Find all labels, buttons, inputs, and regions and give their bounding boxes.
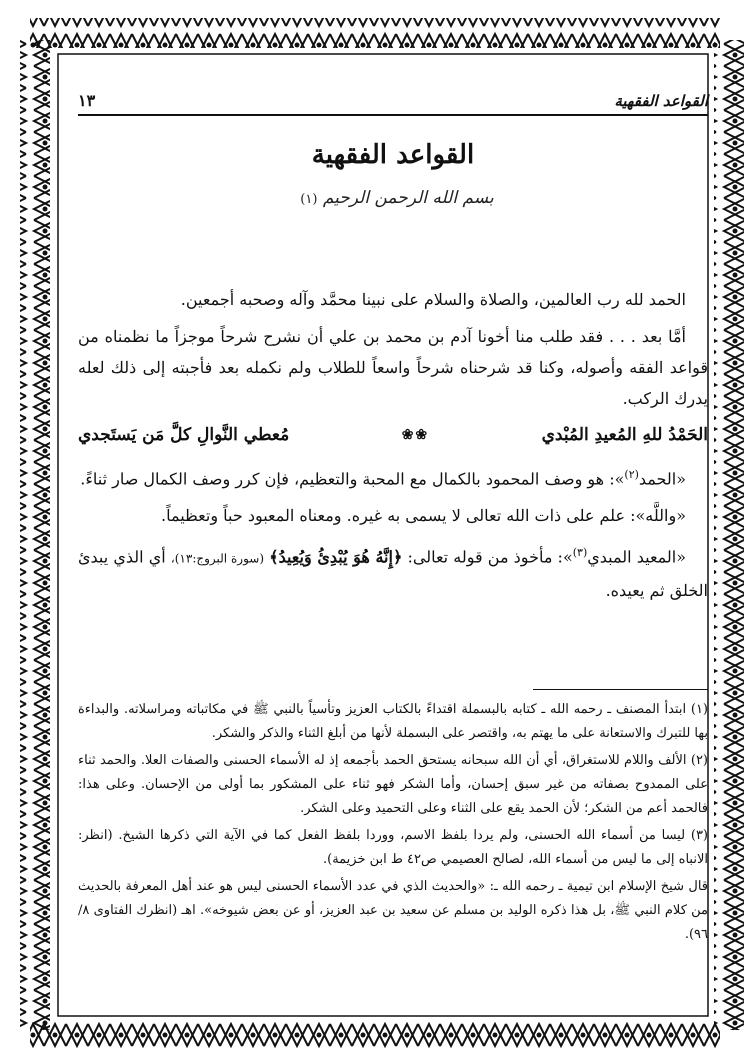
footnotes [78,698,708,950]
surah-citation: (سورة البروج:١٣)، [170,551,265,566]
paragraph-intro: أمَّا بعد . . . فقد طلب منا أخونا آدم بن محمد بن علي أن نشرح شرحاً موجزاً ما نظمناه من قواعد الفقه وأصوله، وكنا قد شرحناه شرحاً واسعاً للطلاب ولم نكمله بعد فأجبته إلى ذلك لعله يدرك الركب. [78,327,708,408]
footnote-ref-2: (٢) [624,468,639,481]
term-alhamd: «الحمد [638,469,686,489]
footnote-3-continued: قال شيخ الإسلام ابن تيمية ـ رحمه الله ـ: «والحديث الذي في عدد الأسماء الحسنى ليس هو عند أهل المعرفة بالحديث من كلام النبي ﷺ، بل هذا ذكره الوليد بن مسلم عن سعيد بن عبد العزيز، أو عن بعض شيوخه». اهـ (انظرك الفتاوى ٨/ ٩٦). [78,879,708,942]
verse-second-hemistich: مُعطي النَّوالِ كلَّ مَن يَستَجدي [78,425,290,445]
paragraph-alhamd [78,459,708,494]
verse-separator-icon: ❀❀ [401,427,430,443]
footnote-ref-3: (٣) [572,546,588,560]
body-text [78,284,708,612]
footnote-3: (٣) ليسا من أسماء الله الحسنى، ولم يردا بلفظ الاسم، ووردا بلفظ الفعل كما في الآية التي ذكرها الشيخ. (انظر: الانباه إلى ما ليس من أسماء الله، لصالح العصيمي ص٤٢ ط ابن خزيمة). [78,828,708,867]
quran-verse: ﴿إِنَّهُ هُوَ يُبْدِئُ وَيُعِيدُ﴾ [269,547,403,567]
paragraph-allah: «واللَّه»: علم على ذات الله تعالى لا يسمى به غيره. ومعناه المعبود حباً وتعظيماً. [161,506,686,526]
poem-verse [78,420,708,451]
header-title: القواعد الفقهية [614,92,708,110]
term-muid: «المعيد المبدي [587,547,687,567]
page-number: ١٣ [78,91,96,110]
muid-meaning: أي الذي يبدئ الخلق ثم يعيده. [78,547,708,600]
paragraph-praise: الحمد لله رب العالمين، والصلاة والسلام على نبينا محمَّد وآله وصحبه أجمعين. [180,290,686,309]
paragraph-muid [78,537,708,605]
basmala-footnote-ref: (١) [300,192,318,207]
basmala [78,188,708,208]
footnote-2: (٢) الألف واللام للاستغراق، أي أن الله سبحانه يستحق الحمد بأجمعه إذ له الأسماء الحسنى والصفات العلا. والحمد ثناء على الممدوح بصفاته من غير سبق إحسان، وأما الشكر فهو ثناء على المشكور بما أولى من الإحسان. وعلى هذا: فالحمد أعم من الشكر؛ لأن الحمد يقع على الثناء وعلى التحميد وعلى الشكر. [78,753,708,816]
footnote-1: (١) ابتدأ المصنف ـ رحمه الله ـ كتابه بالبسملة اقتداءً بالكتاب العزيز وتأسياً بالنبي ﷺ في مكاتباته ومراسلاته. والبداءة بها للتبرك والاستعانة على ما يهتم به، واقتصر على البسملة لأنها من أبلغ الثناء والذكر والشكر. [78,702,708,741]
book-page [78,76,708,1036]
page-title: القواعد الفقهية [311,140,475,170]
muid-explanation: »: مأخوذ من قوله تعالى: [407,547,573,567]
verse-first-hemistich: الحَمْدُ للهِ المُعيدِ المُبْدي [541,425,708,445]
footnote-divider [533,689,708,690]
alhamd-explanation: »: هو وصف المحمود بالكمال مع المحبة والتعظيم، فإن كرر وصف الكمال صار ثناءً. [80,469,625,489]
basmala-text: بسم الله الرحمن الرحيم [322,188,494,208]
running-header [78,84,708,116]
